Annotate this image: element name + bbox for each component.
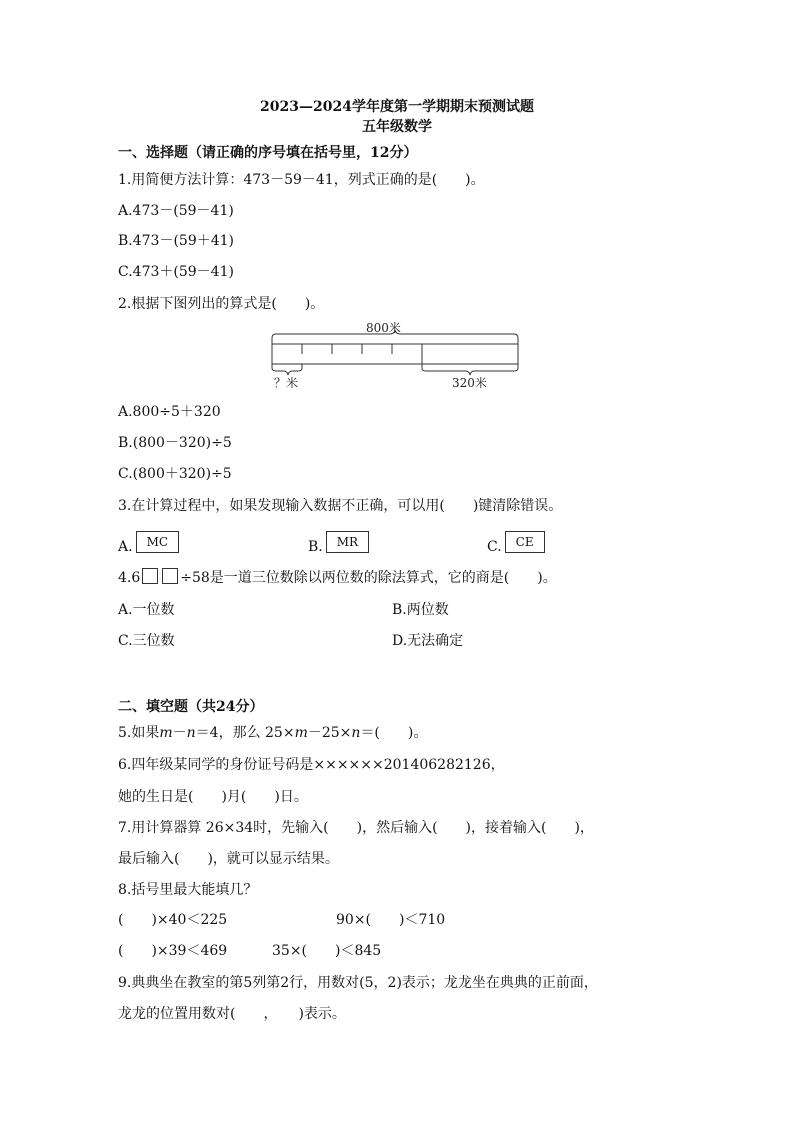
- question-9-line-1: 9.典典坐在教室的第5列第2行，用数对(5，2)表示；龙龙坐在典典的正前面，: [118, 975, 598, 991]
- q5-text: ＝4，那么 25×: [195, 725, 295, 741]
- question-6-line-2: 她的生日是( )月( )日。: [118, 789, 308, 805]
- exam-subtitle: 五年级数学: [362, 119, 432, 135]
- question-2-segment-diagram: [266, 320, 528, 392]
- diagram-unknown-label: ？米: [274, 376, 299, 390]
- question-4-suffix: ÷58是一道三位数除以两位数的除法算式，它的商是( )。: [180, 570, 557, 586]
- section-1-heading: 一、选择题（请正确的序号填在括号里，12分）: [118, 145, 418, 161]
- section-2-heading: 二、填空题（共24分）: [118, 699, 264, 715]
- question-1-stem: 1.用简便方法计算：473－59－41，列式正确的是( )。: [118, 172, 485, 188]
- blank-square-icon: [142, 568, 158, 584]
- question-8-item-c: ( )×39＜469: [118, 943, 228, 959]
- question-7-line-1: 7.用计算器算 26×34时，先输入( )，然后输入( )，接着输入( )，: [118, 820, 594, 836]
- question-9-line-2: 龙龙的位置用数对( ， )表示。: [118, 1006, 346, 1022]
- question-1-option-b: B.473－(59＋41): [118, 233, 235, 249]
- question-3-stem: 3.在计算过程中，如果发现输入数据不正确，可以用( )键清除错误。: [118, 498, 563, 514]
- question-2-stem: 2.根据下图列出的算式是( )。: [118, 296, 325, 312]
- mr-key-icon: MR: [326, 531, 369, 553]
- question-1-option-a: A.473－(59－41): [118, 203, 234, 219]
- diagram-part-label: 320米: [452, 376, 487, 390]
- question-5: [118, 723, 427, 743]
- question-4-prefix: 4.6: [118, 570, 141, 586]
- question-2-option-a: A.800÷5＋320: [118, 404, 221, 420]
- question-3-option-a: [118, 537, 179, 559]
- question-8-stem: 8.括号里最大能填几？: [118, 882, 258, 898]
- question-8-item-d: 35×( )＜845: [272, 943, 382, 959]
- question-6-line-1: 6.四年级某同学的身份证号码是××××××201406282126，: [118, 757, 505, 773]
- question-3-option-c: [487, 537, 545, 559]
- exam-title: 2023—2024学年度第一学期期末预测试题: [260, 99, 534, 115]
- q5-text: 5.如果: [118, 725, 160, 741]
- question-4-option-c: C.三位数: [118, 633, 175, 649]
- question-4-option-d: D.无法确定: [392, 633, 464, 649]
- question-2-option-c: C.(800＋320)÷5: [118, 466, 232, 482]
- var-n: n: [351, 725, 361, 741]
- question-4-stem: [118, 568, 557, 588]
- option-b-letter: B.: [308, 539, 323, 555]
- mc-key-icon: MC: [136, 531, 179, 553]
- question-7-line-2: 最后输入( )，就可以显示结果。: [118, 851, 339, 867]
- question-4-option-b: B.两位数: [392, 602, 449, 618]
- ce-key-icon: CE: [505, 531, 545, 553]
- question-4-option-a: A.一位数: [118, 602, 175, 618]
- q5-text: －: [172, 725, 187, 741]
- q5-text: －25×: [307, 725, 352, 741]
- question-1-option-c: C.473＋(59－41): [118, 264, 234, 280]
- option-a-letter: A.: [118, 539, 133, 555]
- q5-text: ＝( )。: [360, 725, 428, 741]
- diagram-total-label: 800米: [366, 321, 401, 335]
- question-2-option-b: B.(800－320)÷5: [118, 435, 232, 451]
- question-3-option-b: [308, 537, 369, 559]
- var-m: m: [159, 725, 173, 741]
- blank-square-icon: [162, 568, 178, 584]
- var-m: m: [294, 725, 308, 741]
- option-c-letter: C.: [487, 539, 502, 555]
- question-8-item-b: 90×( )＜710: [336, 912, 446, 928]
- var-n: n: [186, 725, 196, 741]
- question-8-item-a: ( )×40＜225: [118, 912, 228, 928]
